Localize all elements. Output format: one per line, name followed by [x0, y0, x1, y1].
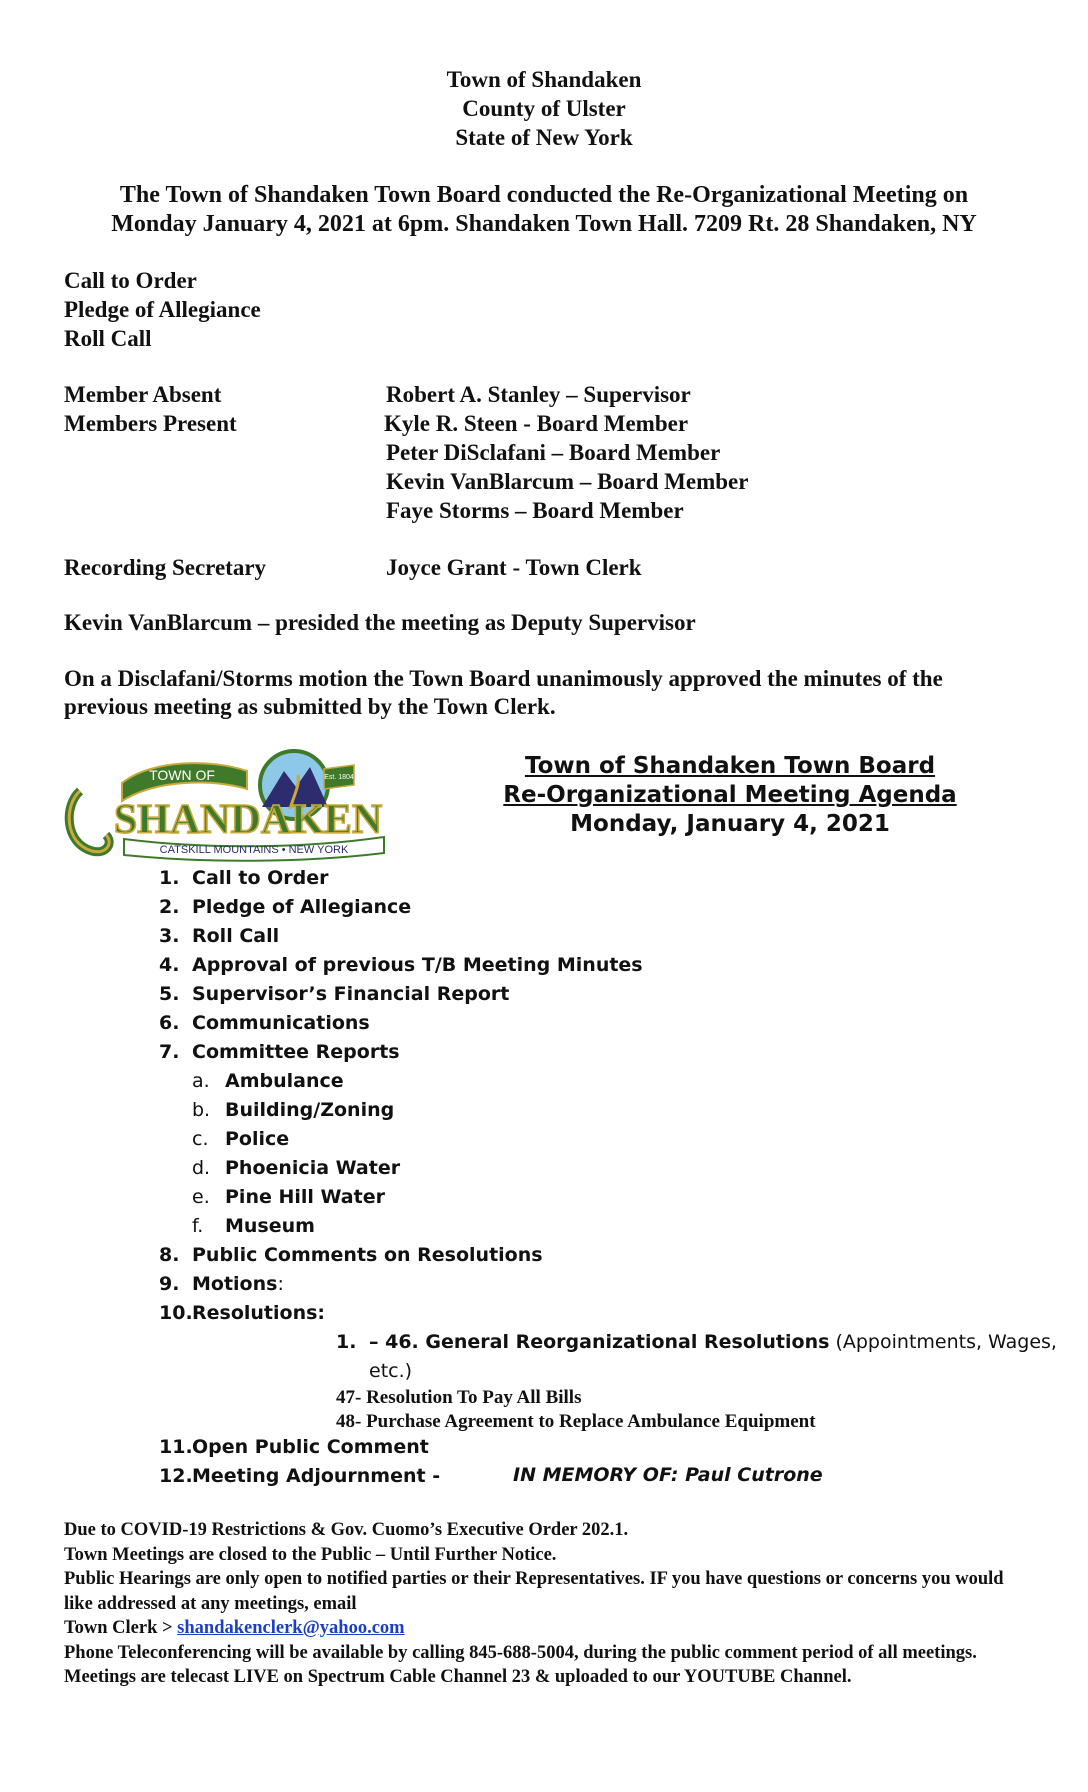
- notice-line: Phone Teleconferencing will be available by calling 845-688-5004, during the public comment period of all meetings. Meetings are telecast LIVE on Spectrum Cable Channel 23 & uploaded to our YOUTUBE Channel.: [64, 1642, 977, 1687]
- present-member: Kyle R. Steen - Board Member: [384, 411, 689, 436]
- resolution-title: – 46. General Reorganizational Resolutions: [369, 1331, 830, 1353]
- clerk-email-link[interactable]: shandakenclerk@yahoo.com: [177, 1618, 405, 1638]
- committee-text: Building/Zoning: [225, 1099, 395, 1121]
- agenda-item-number: 11.: [159, 1436, 193, 1458]
- present-label: Members Present: [64, 411, 237, 436]
- meeting-statement: [0, 181, 1088, 239]
- agenda-item-text: Public Comments on Resolutions: [192, 1244, 543, 1266]
- secretary-label: Recording Secretary: [64, 555, 267, 580]
- covid-notice: [64, 1518, 1024, 1690]
- logo-town-of: TOWN OF: [149, 767, 215, 783]
- agenda-item-text: Approval of previous T/B Meeting Minutes: [192, 954, 643, 976]
- agenda-item-number: 8.: [159, 1244, 180, 1266]
- agenda-title: [500, 752, 960, 839]
- agenda-item-text: Motions: [192, 1273, 278, 1295]
- agenda-title-line-1: Town of Shandaken Town Board: [524, 753, 936, 779]
- in-memory-note: IN MEMORY OF: Paul Cutrone: [513, 1464, 823, 1486]
- secretary-name: Joyce Grant - Town Clerk: [386, 555, 642, 580]
- agenda-item-number: 1.: [159, 867, 180, 889]
- agenda-item-text: Roll Call: [192, 925, 280, 947]
- minutes-motion-line-1: On a Disclafani/Storms motion the Town Board unanimously approved the minutes of the: [64, 666, 943, 691]
- committee-letter: b.: [192, 1099, 211, 1121]
- opening-pledge: Pledge of Allegiance: [64, 297, 261, 322]
- opening-call-to-order: Call to Order: [64, 268, 197, 293]
- agenda-title-line-2: Re-Organizational Meeting Agenda: [503, 782, 957, 808]
- agenda-item-text: Call to Order: [192, 867, 329, 889]
- shandaken-logo: [62, 745, 408, 865]
- present-member: Kevin VanBlarcum – Board Member: [386, 469, 749, 494]
- opening-roll-call: Roll Call: [64, 326, 152, 351]
- committee-text: Museum: [225, 1215, 315, 1237]
- statement-line-2: Monday January 4, 2021 at 6pm. Shandaken Town Hall. 7209 Rt. 28 Shandaken, NY: [111, 211, 977, 237]
- notice-line: Due to COVID-19 Restrictions & Gov. Cuomo’s Executive Order 202.1.: [64, 1520, 629, 1540]
- committee-letter: a.: [192, 1070, 210, 1092]
- clerk-contact: [64, 1616, 1024, 1641]
- resolution-number: 1.: [336, 1331, 357, 1353]
- agenda-item-number: 10.: [159, 1302, 193, 1324]
- agenda-item-number: 2.: [159, 896, 180, 918]
- agenda-item-number: 6.: [159, 1012, 180, 1034]
- present-member: Peter DiSclafani – Board Member: [386, 440, 721, 465]
- logo-tagline: CATSKILL MOUNTAINS • NEW YORK: [159, 844, 349, 856]
- agenda-item-number: 7.: [159, 1041, 180, 1063]
- logo-est: Est. 1804: [324, 774, 354, 781]
- document-header: [0, 65, 1088, 152]
- opening-list: [64, 266, 261, 353]
- header-state: State of New York: [455, 125, 633, 150]
- agenda-item-number: 3.: [159, 925, 180, 947]
- header-county: County of Ulster: [462, 96, 626, 121]
- notice-line: Public Hearings are only open to notified parties or their Representatives. IF you have questions or concerns you would like addressed at any meetings, email: [64, 1569, 1004, 1614]
- agenda-item-suffix: :: [277, 1273, 284, 1295]
- agenda-item-number: 12.: [159, 1465, 193, 1487]
- notice-line: Town Meetings are closed to the Public – Until Further Notice.: [64, 1544, 557, 1565]
- committee-letter: c.: [192, 1128, 209, 1150]
- statement-line-1: The Town of Shandaken Town Board conducted the Re-Organizational Meeting on: [119, 182, 969, 208]
- absent-member: Robert A. Stanley – Supervisor: [386, 382, 691, 407]
- committee-letter: f.: [192, 1215, 204, 1237]
- presided-statement: Kevin VanBlarcum – presided the meeting as Deputy Supervisor: [64, 610, 696, 635]
- agenda-item-text: Meeting Adjournment -: [192, 1465, 441, 1487]
- agenda-item-text: Communications: [192, 1012, 370, 1034]
- agenda-item-text: Open Public Comment: [192, 1436, 429, 1458]
- committee-text: Police: [225, 1128, 290, 1150]
- committee-letter: e.: [192, 1186, 210, 1208]
- present-member: Faye Storms – Board Member: [386, 498, 684, 523]
- resolution-47: 47- Resolution To Pay All Bills: [336, 1387, 582, 1408]
- resolution-note: (Appointments, Wages,: [829, 1331, 1057, 1353]
- committee-text: Pine Hill Water: [225, 1186, 385, 1208]
- agenda-item-text: Supervisor’s Financial Report: [192, 983, 510, 1005]
- agenda-item-number: 4.: [159, 954, 180, 976]
- absent-label: Member Absent: [64, 382, 222, 407]
- resolution-note-cont: etc.): [369, 1360, 413, 1382]
- agenda-item-number: 9.: [159, 1273, 180, 1295]
- logo-name: SHANDAKEN: [113, 797, 383, 843]
- agenda-item-number: 5.: [159, 983, 180, 1005]
- committee-text: Ambulance: [225, 1070, 344, 1092]
- minutes-motion: [64, 665, 1044, 721]
- clerk-prefix: Town Clerk >: [64, 1618, 178, 1638]
- resolution-continuation: [369, 1359, 412, 1383]
- header-town: Town of Shandaken: [446, 67, 642, 92]
- committee-letter: d.: [192, 1157, 211, 1179]
- minutes-motion-line-2: previous meeting as submitted by the Town Clerk.: [64, 694, 556, 719]
- agenda-item-text: Committee Reports: [192, 1041, 400, 1063]
- agenda-item-text: Pledge of Allegiance: [192, 896, 412, 918]
- agenda-date: Monday, January 4, 2021: [570, 811, 890, 837]
- agenda-item-text: Resolutions:: [192, 1302, 325, 1324]
- committee-text: Phoenicia Water: [225, 1157, 401, 1179]
- resolution-48: 48- Purchase Agreement to Replace Ambulance Equipment: [336, 1411, 816, 1432]
